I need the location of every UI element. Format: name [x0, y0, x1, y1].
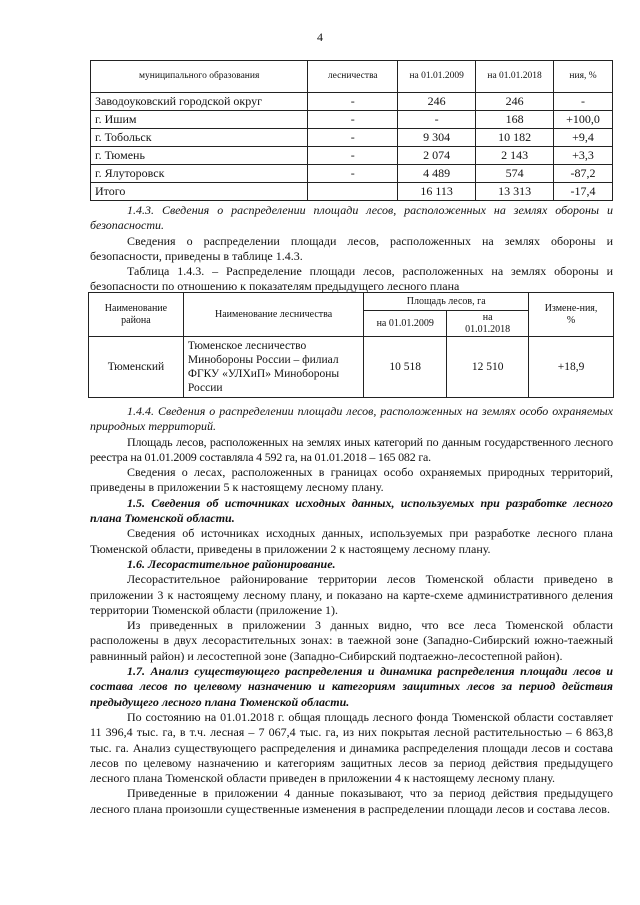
table-caption: Таблица 1.4.3. – Распределение площади лесов, расположенных на землях обороны и безопасности по отношению к показателям предыдущего лесного плана	[90, 264, 613, 294]
table1-cell: г. Тюмень	[91, 147, 308, 165]
section-1-4-3-intro	[90, 203, 613, 295]
table1-cell: 246	[476, 93, 554, 111]
table1-cell: 4 489	[398, 165, 476, 183]
table2-header-region: Наименование района	[89, 293, 184, 337]
table1-cell: -	[308, 111, 398, 129]
table1-cell: г. Ишим	[91, 111, 308, 129]
table1-cell: -	[308, 147, 398, 165]
table2-change: +18,9	[529, 337, 614, 398]
table1-cell: г. Ялуторовск	[91, 165, 308, 183]
table1-header-change: ния, %	[554, 61, 613, 93]
table1-cell: Итого	[91, 183, 308, 201]
table1-cell: -	[308, 129, 398, 147]
table1-cell: -87,2	[554, 165, 613, 183]
table1-header-2009: на 01.01.2009	[398, 61, 476, 93]
table1-cell: -	[554, 93, 613, 111]
table1-cell: +100,0	[554, 111, 613, 129]
document-body	[90, 404, 613, 817]
defense-forest-table	[88, 292, 614, 398]
section-heading: 1.4.3. Сведения о распределении площади лесов, расположенных на землях обороны и безопасности.	[90, 203, 613, 233]
table1-cell: 13 313	[476, 183, 554, 201]
page-number: 4	[317, 30, 323, 44]
table1-cell: 16 113	[398, 183, 476, 201]
table1-cell: 574	[476, 165, 554, 183]
table2-region: Тюменский	[89, 337, 184, 398]
table2-header-change: Измене-ния, %	[529, 293, 614, 337]
table1-cell: -	[398, 111, 476, 129]
table1-cell: 9 304	[398, 129, 476, 147]
table-row	[91, 93, 613, 111]
table1-cell: Заводоуковский городской округ	[91, 93, 308, 111]
paragraph: Сведения о распределении площади лесов, расположенных на землях обороны и безопасности, приведены в таблице 1.4.3.	[90, 233, 613, 263]
section-heading: 1.4.4. Сведения о распределении площади лесов, расположенных на землях особо охраняемых природных территорий.	[90, 404, 613, 434]
table1-cell: г. Тобольск	[91, 129, 308, 147]
paragraph: Сведения об источниках исходных данных, используемых при разработке лесного плана Тюменской области, приведены в приложении 2 к настоящему лесному плану.	[90, 526, 613, 556]
table2-forestry: Тюменское лесничество Минобороны России – филиал ФГКУ «УЛХиП» Минобороны России	[183, 337, 363, 398]
section-heading: 1.6. Лесорастительное районирование.	[127, 556, 336, 571]
table-row-total	[91, 183, 613, 201]
paragraph: По состоянию на 01.01.2018 г. общая площадь лесного фонда Тюменской области составляет 11 396,4 тыс. га, в т.ч. лесная – 7 067,4 тыс. га, из них покрытая лесной растительностью – 6 863,8 тыс. га. Анализ существующего распределения и динамика распределения площади лесов и состава лесов по целевому назначению и категориям защитных лесов за период действия предыдущего лесного плана Тюменской области приведен в приложении 4 к настоящему лесному плану.	[90, 709, 613, 786]
table1-cell: 10 182	[476, 129, 554, 147]
paragraph: Площадь лесов, расположенных на землях иных категорий по данным государственного лесного реестра на 01.01.2009 составляла 4 592 га, на 01.01.2018 – 165 082 га.	[90, 434, 613, 464]
section-heading: 1.7. Анализ существующего распределения и динамика распределения площади лесов и состава лесов по целевому назначению и категориям защитных лесов за период действия предыдущего лесного плана Тюменской области.	[90, 664, 613, 709]
table1-cell: 2 143	[476, 147, 554, 165]
table1-cell: +3,3	[554, 147, 613, 165]
paragraph: Сведения о лесах, расположенных в границах особо охраняемых природных территорий, приведены в приложении 5 к настоящему лесному плану.	[90, 465, 613, 495]
municipal-forest-table	[90, 60, 613, 201]
table1-cell: 168	[476, 111, 554, 129]
paragraph: Из приведенных в приложении 3 данных видно, что все леса Тюменской области расположены в двух лесорастительных зонах: в таежной зоне (Западно-Сибирский южно-таежный равнинный район) и лесостепной зоне (Западно-Сибирский подтаежно-лесостепной район).	[90, 618, 613, 663]
table1-cell	[308, 183, 398, 201]
table1-cell: -	[308, 165, 398, 183]
table-row	[91, 147, 613, 165]
table-row	[91, 129, 613, 147]
section-heading: 1.5. Сведения об источниках исходных данных, используемых при разработке лесного плана Тюменской области.	[90, 495, 613, 526]
table1-cell: +9,4	[554, 129, 613, 147]
table2-value-2009: 10 518	[364, 337, 447, 398]
table2-header-forestry: Наименование лесничества	[183, 293, 363, 337]
table2-header-2009: на 01.01.2009	[364, 311, 447, 337]
table1-cell: -17,4	[554, 183, 613, 201]
table1-cell: 2 074	[398, 147, 476, 165]
table-row	[89, 337, 614, 398]
table-row	[91, 165, 613, 183]
paragraph: Приведенные в приложении 4 данные показывают, что за период действия предыдущего лесного плана произошли существенные изменения в распределении площади лесов и состава лесов.	[90, 786, 613, 816]
table2-header-2018: на 01.01.2018	[447, 311, 529, 337]
table1-cell: 246	[398, 93, 476, 111]
table1-cell: -	[308, 93, 398, 111]
table1-header-forestry: лесничества	[308, 61, 398, 93]
table2-value-2018: 12 510	[447, 337, 529, 398]
table1-header-2018: на 01.01.2018	[476, 61, 554, 93]
table1-header-municipality: муниципального образования	[91, 61, 308, 93]
table-row	[91, 111, 613, 129]
table2-header-area: Площадь лесов, га	[364, 293, 529, 311]
paragraph: Лесорастительное районирование территории лесов Тюменской области приведено в приложении 3 к настоящему лесному плану, и показано на карте-схеме административного деления территории Тюменской области (приложение 1).	[90, 572, 613, 617]
